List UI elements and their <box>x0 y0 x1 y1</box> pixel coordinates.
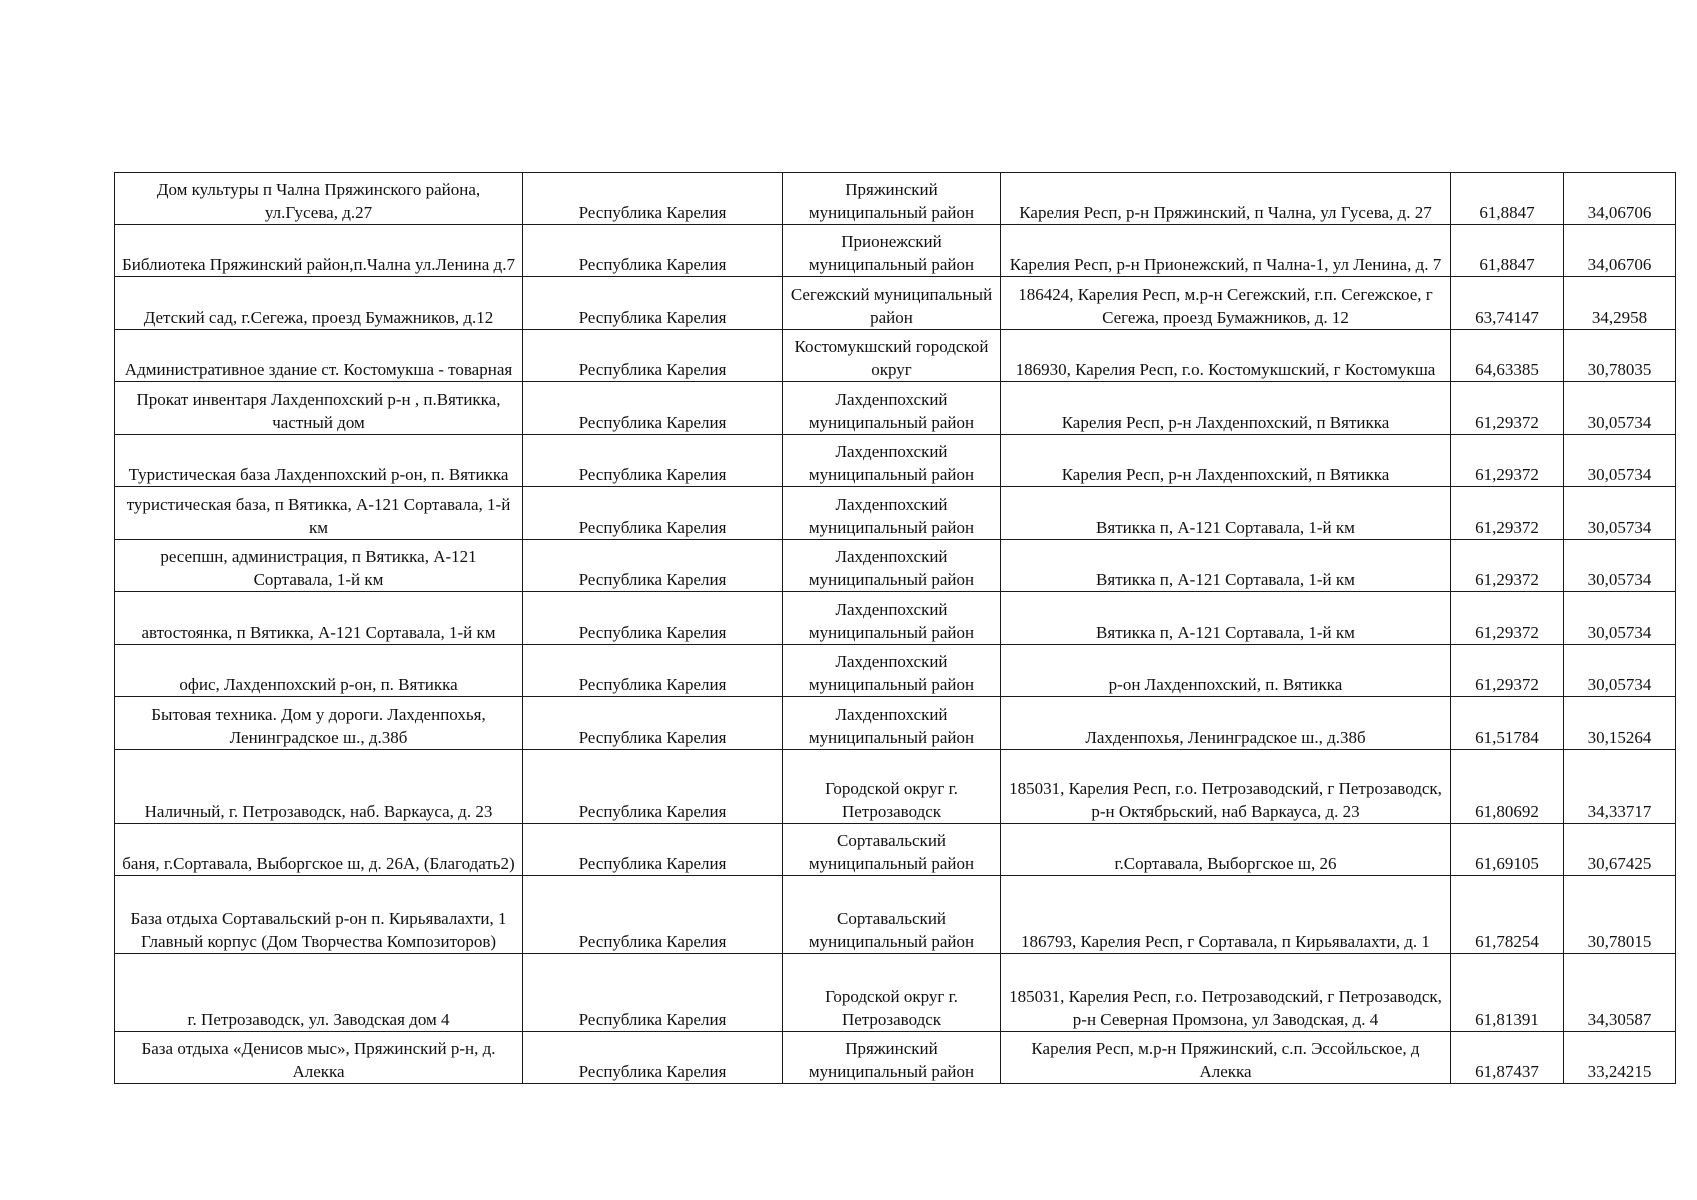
table-row <box>115 540 1676 592</box>
region-cell: Республика Карелия <box>523 592 783 645</box>
municipality-cell: Сортавальский муниципальный район <box>783 876 1001 954</box>
longitude-cell: 33,24215 <box>1564 1032 1676 1084</box>
longitude-cell: 30,67425 <box>1564 824 1676 876</box>
address-cell: 185031, Карелия Респ, г.о. Петрозаводский, г Петрозаводск, р-н Северная Промзона, ул Заводская, д. 4 <box>1001 954 1451 1032</box>
longitude-cell: 34,33717 <box>1564 750 1676 824</box>
table-row <box>115 487 1676 540</box>
address-cell: Карелия Респ, м.р-н Пряжинский, с.п. Эссойльское, д Алекка <box>1001 1032 1451 1084</box>
table-row <box>115 382 1676 435</box>
object-name-cell: База отдыха «Денисов мыс», Пряжинский р-н, д. Алекка <box>115 1032 523 1084</box>
table-row <box>115 435 1676 487</box>
object-name-cell: Наличный, г. Петрозаводск, наб. Варкауса, д. 23 <box>115 750 523 824</box>
latitude-cell: 61,29372 <box>1451 435 1564 487</box>
latitude-cell: 61,69105 <box>1451 824 1564 876</box>
longitude-cell: 30,15264 <box>1564 697 1676 750</box>
address-cell: 186793, Карелия Респ, г Сортавала, п Кирьявалахти, д. 1 <box>1001 876 1451 954</box>
address-cell: Карелия Респ, р-н Прионежский, п Чална-1, ул Ленина, д. 7 <box>1001 225 1451 277</box>
table-row <box>115 697 1676 750</box>
municipality-cell: Лахденпохский муниципальный район <box>783 645 1001 697</box>
longitude-cell: 30,05734 <box>1564 645 1676 697</box>
data-table <box>114 172 1676 1084</box>
table-row <box>115 592 1676 645</box>
municipality-cell: Сегежский муниципальный район <box>783 277 1001 330</box>
table-row <box>115 277 1676 330</box>
latitude-cell: 61,29372 <box>1451 487 1564 540</box>
table-row <box>115 1032 1676 1084</box>
latitude-cell: 63,74147 <box>1451 277 1564 330</box>
municipality-cell: Прионежский муниципальный район <box>783 225 1001 277</box>
region-cell: Республика Карелия <box>523 697 783 750</box>
latitude-cell: 61,29372 <box>1451 645 1564 697</box>
municipality-cell: Городской округ г. Петрозаводск <box>783 750 1001 824</box>
object-name-cell: автостоянка, п Вятикка, А-121 Сортавала, 1-й км <box>115 592 523 645</box>
object-name-cell: ресепшн, администрация, п Вятикка, А-121 Сортавала, 1-й км <box>115 540 523 592</box>
municipality-cell: Костомукшский городской округ <box>783 330 1001 382</box>
table-row <box>115 330 1676 382</box>
latitude-cell: 61,8847 <box>1451 225 1564 277</box>
table-row <box>115 225 1676 277</box>
region-cell: Республика Карелия <box>523 173 783 225</box>
address-cell: р-он Лахденпохский, п. Вятикка <box>1001 645 1451 697</box>
longitude-cell: 30,78015 <box>1564 876 1676 954</box>
region-cell: Республика Карелия <box>523 382 783 435</box>
longitude-cell: 34,2958 <box>1564 277 1676 330</box>
address-cell: 186930, Карелия Респ, г.о. Костомукшский, г Костомукша <box>1001 330 1451 382</box>
longitude-cell: 34,30587 <box>1564 954 1676 1032</box>
latitude-cell: 61,51784 <box>1451 697 1564 750</box>
address-cell: Вятикка п, А-121 Сортавала, 1-й км <box>1001 540 1451 592</box>
address-cell: Лахденпохья, Ленинградское ш., д.38б <box>1001 697 1451 750</box>
municipality-cell: Городской округ г. Петрозаводск <box>783 954 1001 1032</box>
table-row <box>115 645 1676 697</box>
region-cell: Республика Карелия <box>523 225 783 277</box>
latitude-cell: 61,81391 <box>1451 954 1564 1032</box>
object-name-cell: Прокат инвентаря Лахденпохский р-н , п.Вятикка, частный дом <box>115 382 523 435</box>
latitude-cell: 61,8847 <box>1451 173 1564 225</box>
object-name-cell: Библиотека Пряжинский район,п.Чална ул.Ленина д.7 <box>115 225 523 277</box>
object-name-cell: туристическая база, п Вятикка, А-121 Сортавала, 1-й км <box>115 487 523 540</box>
latitude-cell: 61,29372 <box>1451 382 1564 435</box>
table-row <box>115 750 1676 824</box>
longitude-cell: 30,78035 <box>1564 330 1676 382</box>
object-name-cell: Дом культуры п Чална Пряжинского района, ул.Гусева, д.27 <box>115 173 523 225</box>
table-row <box>115 173 1676 225</box>
table-row <box>115 954 1676 1032</box>
latitude-cell: 61,87437 <box>1451 1032 1564 1084</box>
address-cell: Карелия Респ, р-н Пряжинский, п Чална, ул Гусева, д. 27 <box>1001 173 1451 225</box>
latitude-cell: 64,63385 <box>1451 330 1564 382</box>
municipality-cell: Лахденпохский муниципальный район <box>783 382 1001 435</box>
longitude-cell: 30,05734 <box>1564 487 1676 540</box>
object-name-cell: Административное здание ст. Костомукша - товарная <box>115 330 523 382</box>
region-cell: Республика Карелия <box>523 435 783 487</box>
municipality-cell: Пряжинский муниципальный район <box>783 173 1001 225</box>
municipality-cell: Лахденпохский муниципальный район <box>783 487 1001 540</box>
region-cell: Республика Карелия <box>523 487 783 540</box>
address-cell: 185031, Карелия Респ, г.о. Петрозаводский, г Петрозаводск, р-н Октябрьский, наб Варкауса, д. 23 <box>1001 750 1451 824</box>
table-row <box>115 876 1676 954</box>
table-row <box>115 824 1676 876</box>
object-name-cell: Детский сад, г.Сегежа, проезд Бумажников, д.12 <box>115 277 523 330</box>
latitude-cell: 61,80692 <box>1451 750 1564 824</box>
latitude-cell: 61,29372 <box>1451 592 1564 645</box>
region-cell: Республика Карелия <box>523 824 783 876</box>
longitude-cell: 34,06706 <box>1564 225 1676 277</box>
region-cell: Республика Карелия <box>523 876 783 954</box>
object-name-cell: Туристическая база Лахденпохский р-он, п. Вятикка <box>115 435 523 487</box>
longitude-cell: 30,05734 <box>1564 540 1676 592</box>
region-cell: Республика Карелия <box>523 645 783 697</box>
longitude-cell: 34,06706 <box>1564 173 1676 225</box>
longitude-cell: 30,05734 <box>1564 592 1676 645</box>
address-cell: г.Сортавала, Выборгское ш, 26 <box>1001 824 1451 876</box>
longitude-cell: 30,05734 <box>1564 435 1676 487</box>
address-cell: 186424, Карелия Респ, м.р-н Сегежский, г.п. Сегежское, г Сегежа, проезд Бумажников, д. 12 <box>1001 277 1451 330</box>
municipality-cell: Сортавальский муниципальный район <box>783 824 1001 876</box>
object-name-cell: г. Петрозаводск, ул. Заводская дом 4 <box>115 954 523 1032</box>
municipality-cell: Лахденпохский муниципальный район <box>783 435 1001 487</box>
region-cell: Республика Карелия <box>523 330 783 382</box>
region-cell: Республика Карелия <box>523 1032 783 1084</box>
address-cell: Вятикка п, А-121 Сортавала, 1-й км <box>1001 592 1451 645</box>
region-cell: Республика Карелия <box>523 750 783 824</box>
address-cell: Карелия Респ, р-н Лахденпохский, п Вятикка <box>1001 435 1451 487</box>
region-cell: Республика Карелия <box>523 954 783 1032</box>
municipality-cell: Лахденпохский муниципальный район <box>783 592 1001 645</box>
latitude-cell: 61,78254 <box>1451 876 1564 954</box>
object-name-cell: офис, Лахденпохский р-он, п. Вятикка <box>115 645 523 697</box>
latitude-cell: 61,29372 <box>1451 540 1564 592</box>
municipality-cell: Лахденпохский муниципальный район <box>783 540 1001 592</box>
object-name-cell: баня, г.Сортавала, Выборгское ш, д. 26А, (Благодать2) <box>115 824 523 876</box>
region-cell: Республика Карелия <box>523 540 783 592</box>
municipality-cell: Лахденпохский муниципальный район <box>783 697 1001 750</box>
region-cell: Республика Карелия <box>523 277 783 330</box>
address-cell: Карелия Респ, р-н Лахденпохский, п Вятикка <box>1001 382 1451 435</box>
address-cell: Вятикка п, А-121 Сортавала, 1-й км <box>1001 487 1451 540</box>
table-body <box>115 173 1676 1084</box>
municipality-cell: Пряжинский муниципальный район <box>783 1032 1001 1084</box>
object-name-cell: База отдыха Сортавальский р-он п. Кирьявалахти, 1 Главный корпус (Дом Творчества Композиторов) <box>115 876 523 954</box>
object-name-cell: Бытовая техника. Дом у дороги. Лахденпохья, Ленинградское ш., д.38б <box>115 697 523 750</box>
longitude-cell: 30,05734 <box>1564 382 1676 435</box>
